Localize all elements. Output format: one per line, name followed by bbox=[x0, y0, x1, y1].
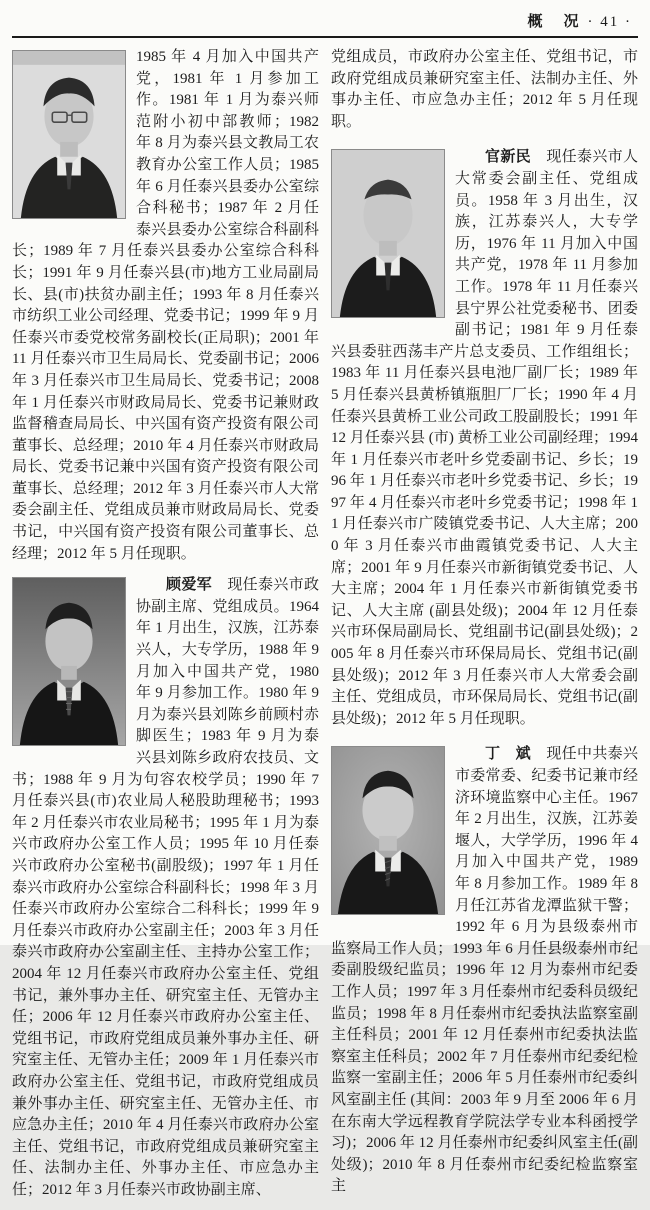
section-title: 概 况 bbox=[527, 14, 582, 30]
portrait-illustration bbox=[332, 747, 444, 914]
bio-entry-gu-aijun bbox=[12, 574, 319, 1201]
bio-entry-continuation bbox=[12, 47, 319, 565]
portrait-photo-guan-xinmin bbox=[331, 149, 445, 318]
page-header bbox=[12, 6, 638, 36]
page-number: · 41 · bbox=[587, 14, 632, 30]
bio-entry-gu-aijun-overflow bbox=[331, 47, 638, 133]
portrait-illustration bbox=[13, 578, 125, 745]
portrait-illustration bbox=[332, 150, 444, 317]
portrait-photo-gu-aijun bbox=[12, 577, 126, 746]
left-column bbox=[12, 47, 319, 1210]
right-column bbox=[331, 47, 638, 1210]
two-column-body bbox=[12, 47, 638, 1210]
bio-text: 1985 年 4 月加入中国共产党，1981 年 1 月参加工作。1981 年 1 月为泰兴师范附小初中部教师；1982 年 8 月为泰兴县文教局工农教育办公室工作人员；1985 年 6 月任泰兴县委办公室综合科秘书；1987 年 2 月任泰兴县委办公室综合科副科长；1989 年 7 月任泰兴县委办公室综合科科长；1991 年 9 月任泰兴县(市)地方工业局副局长、县(市)扶贫办副主任；1993 年 8 月任泰兴市纺织工业公司经理、党委书记；1999 年 9 月任泰兴市委党校常务副校长(正局职)；2001 年 11 月任泰兴市卫生局局长、党委副书记；2006 年 3 月任泰兴市卫生局局长、党委书记；2008 年 1 月任泰兴市财政局局长、党委书记兼财政监督稽查局局长、中兴国有资产投资有限公司董事长、总经理；2010 年 4 月任泰兴市财政局局长、党委书记兼中兴国有资产投资有限公司董事长、总经理；2012 年 3 月任泰兴市人大常委会副主任、党组成员兼市财政局局长、党委书记，中兴国有资产投资有限公司董事长、总经理；2012 年 5 月任现职。 bbox=[12, 49, 319, 562]
official-name: 顾爱军 bbox=[166, 576, 212, 594]
header-rule bbox=[12, 36, 638, 38]
bio-text: 现任泰兴市人大常委会副主任、党组成员。1958 年 3 月出生，汉族，江苏泰兴人，大专学历，1976 年 11 月加入中国共产党，1978 年 11 月参加工作。1978 年 11 月任泰兴县宁界公社党委秘书、团委副书记；1981 年 9 月任泰兴县委驻西荡丰产片总支委员、工作组组长；1983 年 11 月任泰兴县电池厂副厂长；1989 年 5 月任泰兴县黄桥镇瓶胆厂厂长；1990 年 4 月任泰兴县黄桥工业公司政工股副股长；1991 年 12 月任泰兴县 (市) 黄桥工业公司副经理；1994 年 1 月任泰兴市老叶乡党委副书记、乡长；1996 年 1 月任泰兴市老叶乡党委书记、乡长；1997 年 4 月任泰兴市老叶乡党委书记；1998 年 11 月任泰兴市广陵镇党委书记、人大主席；2000 年 3 月任泰兴市曲霞镇党委书记、人大主席；2001 年 9 月任泰兴市新街镇党委书记、人大主席；2004 年 1 月任泰兴市新街镇党委书记、人大主席 (副县处级)；2004 年 12 月任泰兴市环保局副局长、党组副书记(副县处级)；2005 年 8 月任泰兴市环保局局长、党组书记(副县处级)；2012 年 3 月任泰兴市人大常委会副主任、党组成员，市环保局局长、党组书记(副县处级)；2012 年 5 月任现职。 bbox=[331, 149, 638, 727]
portrait-photo-unnamed-official bbox=[12, 50, 126, 219]
bio-entry-ding-bin bbox=[331, 743, 638, 1197]
portrait-photo-ding-bin bbox=[331, 746, 445, 915]
official-name: 官新民 bbox=[485, 148, 531, 166]
official-name: 丁 斌 bbox=[485, 745, 531, 763]
bio-text: 现任中共泰兴市委常委、纪委书记兼市经济环境监察中心主任。1967 年 2 月出生，汉族，江苏姜堰人，大学学历，1996 年 4 月加入中国共产党，1989 年 8 月参加工作。1989 年 8 月任江苏省龙潭监狱干警；1992 年 6 月为县级泰州市监察局工作人员；1993 年 6 月任县级泰州市纪委副股级纪监员；1996 年 12 月为泰州市纪委工作人员；1997 年 3 月任泰州市纪委科员级纪监员；1998 年 8 月任泰州市纪委执法监察室副主任科员；2001 年 12 月任泰州市纪委执法监察室主任科员；2002 年 7 月任泰州市纪委纪检监察一室副主任；2006 年 5 月任泰州市纪委纠风室副主任 (其间：2003 年 9 月至 2006 年 6 月在东南大学远程教育学院法学专业本科函授学习)；2006 年 12 月任泰州市纪委纠风室主任(副处级)；2010 年 8 月任泰州市纪委纪检监察室主 bbox=[331, 746, 638, 1195]
bio-entry-guan-xinmin bbox=[331, 146, 638, 730]
bio-text: 党组成员，市政府办公室主任、党组书记，市政府党组成员兼研究室主任、法制办主任、外事办主任、市应急办主任；2012 年 5 月任现职。 bbox=[331, 49, 638, 130]
bio-text: 现任泰兴市政协副主席、党组成员。1964 年 1 月出生，汉族，江苏泰兴人，大专学历，1988 年 9 月加入中国共产党，1980 年 9 月参加工作。1980 年 9 月为泰兴县刘陈乡前顾村赤脚医生；1983 年 9 月为泰兴县刘陈乡政府农技员、文书；1988 年 9 月为句容农校学员；1990 年 7 月任泰兴县(市)农业局人秘股助理秘书；1993 年 2 月任泰兴市农业局秘书；1995 年 1 月为泰兴市政府办公室工作人员；1995 年 10 月任泰兴市政府办公室秘书(副股级)；1997 年 1 月任泰兴市政府办公室综合科副科长；1998 年 3 月任泰兴市政府办公室综合二科科长；1999 年 9 月任泰兴市政府办公室副主任；2003 年 3 月任泰兴市政府办公室副主任、主持办公室工作；2004 年 12 月任泰兴市政府办公室主任、党组书记，兼外事办主任、研究室主任、无管办主任；2006 年 12 月任泰兴市政府办公室主任、党组书记，市政府党组成员兼外事办主任、研究室主任、无管办主任；2009 年 1 月任泰兴市政府办公室主任、党组书记，市政府党组成员兼外事办主任、研究室主任、无管办主任、市应急办主任；2010 年 4 月任泰兴市政府办公室主任、党组书记，市政府党组成员兼研究室主任、法制办主任、外事办主任、市应急办主任；2012 年 3 月任泰兴市政协副主席、 bbox=[12, 577, 319, 1198]
portrait-illustration bbox=[13, 51, 125, 218]
